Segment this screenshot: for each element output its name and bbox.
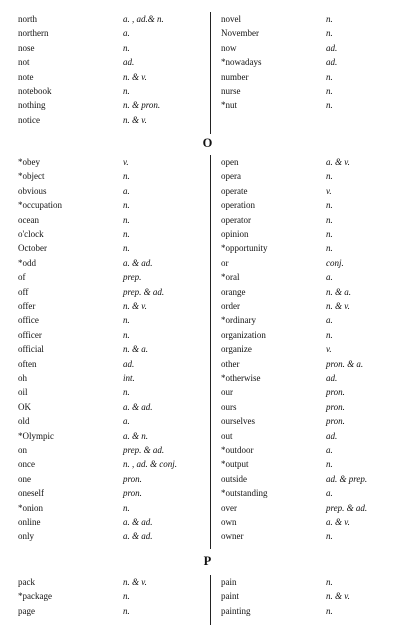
word-entry	[0, 414, 415, 428]
entry-part-of-speech: a. & ad.	[123, 531, 153, 542]
entry-part-of-speech: prep. & ad.	[123, 286, 165, 297]
entry-part-of-speech: n.	[123, 605, 130, 616]
entry-word: operate	[221, 185, 248, 196]
entry-part-of-speech: v.	[326, 344, 332, 355]
entry-part-of-speech: a. & ad.	[123, 517, 153, 527]
word-entry	[0, 515, 415, 529]
entry-word: *package	[18, 591, 52, 602]
word-entry	[0, 256, 415, 270]
entry-part-of-speech: v.	[326, 185, 332, 196]
entry-word: *outdoor	[221, 445, 254, 455]
word-entry	[0, 385, 415, 399]
entry-part-of-speech: n.	[326, 214, 333, 225]
entry-part-of-speech: ad.	[123, 358, 135, 369]
word-entry	[0, 184, 415, 198]
entry-part-of-speech: a. & v.	[326, 517, 350, 527]
entry-word: note	[18, 71, 34, 82]
word-entry	[0, 328, 415, 342]
entry-word: often	[18, 358, 37, 369]
entry-word: opera	[221, 171, 241, 182]
entry-word: ocean	[18, 214, 39, 225]
entry-part-of-speech: n.	[326, 100, 333, 111]
word-entry	[0, 270, 415, 284]
entry-word: pain	[221, 577, 237, 587]
word-entry	[0, 589, 415, 603]
entry-word: organize	[221, 344, 252, 355]
word-entry	[0, 227, 415, 241]
entry-word: oil	[18, 387, 28, 398]
word-entry	[0, 113, 415, 127]
entry-word: *output	[221, 459, 249, 470]
entry-part-of-speech: n.	[123, 243, 130, 254]
entry-word: outside	[221, 473, 247, 484]
entry-word: one	[18, 473, 31, 484]
entry-word: *Olympic	[18, 430, 54, 441]
entry-word: notebook	[18, 86, 52, 96]
entry-part-of-speech: n.	[326, 200, 333, 211]
entry-part-of-speech: n.	[326, 531, 333, 542]
entry-part-of-speech: n. , ad. & conj.	[123, 459, 177, 470]
entry-part-of-speech: a. & ad.	[123, 401, 153, 412]
entry-part-of-speech: n.	[123, 502, 130, 513]
entry-part-of-speech: n.	[326, 243, 333, 254]
entry-part-of-speech: ad.	[326, 57, 338, 68]
entry-word: orange	[221, 286, 246, 297]
entry-part-of-speech: a.	[123, 416, 130, 427]
entry-word: *ordinary	[221, 315, 256, 326]
word-entry	[0, 342, 415, 356]
word-entry	[0, 604, 415, 618]
entry-part-of-speech: n.	[326, 28, 333, 39]
entry-part-of-speech: n.	[326, 14, 333, 24]
entry-word: *onion	[18, 502, 44, 513]
entry-part-of-speech: a.	[123, 28, 130, 39]
entry-part-of-speech: prep. & ad.	[326, 502, 368, 513]
entry-part-of-speech: int.	[123, 373, 135, 383]
entry-part-of-speech: n. & v.	[123, 114, 147, 125]
entry-word: painting	[221, 605, 251, 616]
entry-part-of-speech: n.	[123, 214, 130, 225]
entry-word: owner	[221, 531, 244, 542]
entry-word: OK	[18, 401, 31, 412]
entry-word: opinion	[221, 229, 249, 239]
entry-part-of-speech: n. & v.	[326, 301, 350, 311]
entry-part-of-speech: prep. & ad.	[123, 445, 165, 455]
word-entry	[0, 55, 415, 69]
entry-part-of-speech: n.	[326, 86, 333, 96]
entry-word: November	[221, 28, 259, 39]
entry-word: *nut	[221, 100, 238, 111]
entry-word: online	[18, 517, 41, 527]
section-letter-p: P	[203, 554, 212, 568]
entry-part-of-speech: a.	[326, 488, 333, 499]
entry-word: *occupation	[18, 200, 62, 211]
entry-part-of-speech: n.	[123, 200, 130, 211]
word-entry	[0, 472, 415, 486]
entry-part-of-speech: n.	[326, 577, 333, 587]
entry-part-of-speech: ad.	[326, 42, 338, 53]
entry-part-of-speech: a. , ad.& n.	[123, 14, 164, 24]
word-entry	[0, 98, 415, 112]
entry-part-of-speech: n. & a.	[326, 286, 352, 297]
entry-word: northern	[18, 28, 49, 39]
entry-word: ours	[221, 401, 237, 412]
entry-part-of-speech: n.	[123, 171, 130, 182]
entry-word: *obey	[18, 157, 40, 167]
entry-word: oneself	[18, 488, 44, 499]
entry-part-of-speech: n. & v.	[123, 71, 147, 82]
entry-part-of-speech: n. & v.	[326, 591, 350, 602]
entry-word: only	[18, 531, 35, 542]
entry-part-of-speech: n.	[326, 329, 333, 340]
entry-part-of-speech: n. & v.	[123, 577, 147, 587]
entry-word: operation	[221, 200, 255, 211]
entry-word: office	[18, 315, 39, 326]
entry-part-of-speech: ad.	[123, 57, 135, 68]
entry-word: order	[221, 301, 240, 311]
entry-part-of-speech: a. & n.	[123, 430, 149, 441]
word-entry	[0, 443, 415, 457]
word-entry	[0, 241, 415, 255]
entry-part-of-speech: pron.	[326, 387, 345, 398]
section-n	[0, 12, 415, 134]
entry-part-of-speech: v.	[123, 157, 129, 167]
entry-part-of-speech: a.	[326, 445, 333, 455]
entry-word: paint	[221, 591, 239, 602]
entry-word: open	[221, 157, 239, 167]
entry-part-of-speech: n.	[326, 605, 333, 616]
entry-word: oh	[18, 373, 27, 383]
word-entry	[0, 313, 415, 327]
entry-part-of-speech: n.	[326, 171, 333, 182]
entry-word: organization	[221, 329, 266, 340]
word-entry	[0, 357, 415, 371]
entry-part-of-speech: a.	[123, 185, 130, 196]
word-entry	[0, 213, 415, 227]
entry-word: o'clock	[18, 229, 44, 239]
entry-part-of-speech: ad.	[326, 430, 338, 441]
word-entry	[0, 371, 415, 385]
entry-word: offer	[18, 301, 36, 311]
entry-word: *nowadays	[221, 57, 262, 68]
entry-part-of-speech: pron.	[326, 416, 345, 427]
word-entry	[0, 429, 415, 443]
entry-word: obvious	[18, 185, 47, 196]
entry-word: or	[221, 257, 229, 268]
entry-part-of-speech: n.	[123, 591, 130, 602]
entry-word: our	[221, 387, 233, 398]
entry-word: on	[18, 445, 27, 455]
entry-part-of-speech: n. & v.	[123, 301, 147, 311]
word-entry	[0, 198, 415, 212]
entry-part-of-speech: a.	[326, 315, 333, 326]
entry-part-of-speech: n.	[326, 71, 333, 82]
entry-part-of-speech: conj.	[326, 257, 344, 268]
entry-word: *object	[18, 171, 45, 182]
entry-part-of-speech: a. & v.	[326, 157, 350, 167]
entry-part-of-speech: n.	[123, 387, 130, 398]
entry-word: off	[18, 286, 29, 297]
entry-part-of-speech: n.	[326, 229, 333, 239]
entry-word: October	[18, 243, 47, 254]
entry-word: not	[18, 57, 30, 68]
word-entry	[0, 70, 415, 84]
entry-word: novel	[221, 14, 241, 24]
word-entry	[0, 155, 415, 169]
word-entry	[0, 529, 415, 543]
entry-part-of-speech: pron. & a.	[326, 358, 364, 369]
entry-word: *opportunity	[221, 243, 268, 254]
entry-word: notice	[18, 114, 40, 125]
word-entry	[0, 486, 415, 500]
entry-word: other	[221, 358, 240, 369]
entry-word: operator	[221, 214, 251, 225]
section-o	[0, 155, 415, 549]
entry-word: over	[221, 502, 237, 513]
word-entry	[0, 457, 415, 471]
entry-word: nose	[18, 42, 35, 53]
entry-part-of-speech: pron.	[326, 401, 345, 412]
entry-word: *outstanding	[221, 488, 268, 499]
entry-word: north	[18, 14, 37, 24]
word-entry	[0, 169, 415, 183]
entry-word: *otherwise	[221, 373, 261, 383]
entry-part-of-speech: n.	[123, 42, 130, 53]
entry-word: *oral	[221, 272, 240, 283]
word-entry	[0, 299, 415, 313]
entry-word: page	[18, 605, 35, 616]
entry-word: pack	[18, 577, 35, 587]
entry-word: old	[18, 416, 30, 427]
word-entry	[0, 575, 415, 589]
entry-word: now	[221, 42, 237, 53]
entry-word: nothing	[18, 100, 46, 111]
entry-part-of-speech: pron.	[123, 488, 142, 499]
entry-part-of-speech: ad. & prep.	[326, 473, 368, 484]
entry-part-of-speech: pron.	[123, 473, 142, 484]
entry-part-of-speech: a.	[326, 272, 333, 283]
word-entry	[0, 84, 415, 98]
entry-word: ourselves	[221, 416, 255, 427]
section-letter-o: O	[202, 136, 213, 150]
entry-part-of-speech: n.	[123, 86, 130, 96]
entry-word: of	[18, 272, 26, 283]
entry-part-of-speech: n.	[123, 329, 130, 340]
word-entry	[0, 285, 415, 299]
entry-part-of-speech: a. & ad.	[123, 257, 153, 268]
entry-word: once	[18, 459, 35, 470]
word-entry	[0, 26, 415, 40]
entry-word: number	[221, 71, 249, 82]
entry-word: own	[221, 517, 237, 527]
entry-word: official	[18, 344, 44, 355]
entry-word: out	[221, 430, 233, 441]
entry-part-of-speech: n.	[123, 315, 130, 326]
entry-part-of-speech: n.	[326, 459, 333, 470]
entry-part-of-speech: n.	[123, 229, 130, 239]
entry-word: *odd	[18, 257, 36, 268]
entry-word: nurse	[221, 86, 241, 96]
word-entry	[0, 41, 415, 55]
section-p	[0, 575, 415, 625]
word-entry	[0, 501, 415, 515]
entry-part-of-speech: n. & pron.	[123, 100, 161, 111]
entry-part-of-speech: ad.	[326, 373, 338, 383]
word-entry	[0, 12, 415, 26]
entry-word: officer	[18, 329, 42, 340]
entry-part-of-speech: n. & a.	[123, 344, 149, 355]
entry-part-of-speech: prep.	[123, 272, 142, 283]
word-entry	[0, 400, 415, 414]
